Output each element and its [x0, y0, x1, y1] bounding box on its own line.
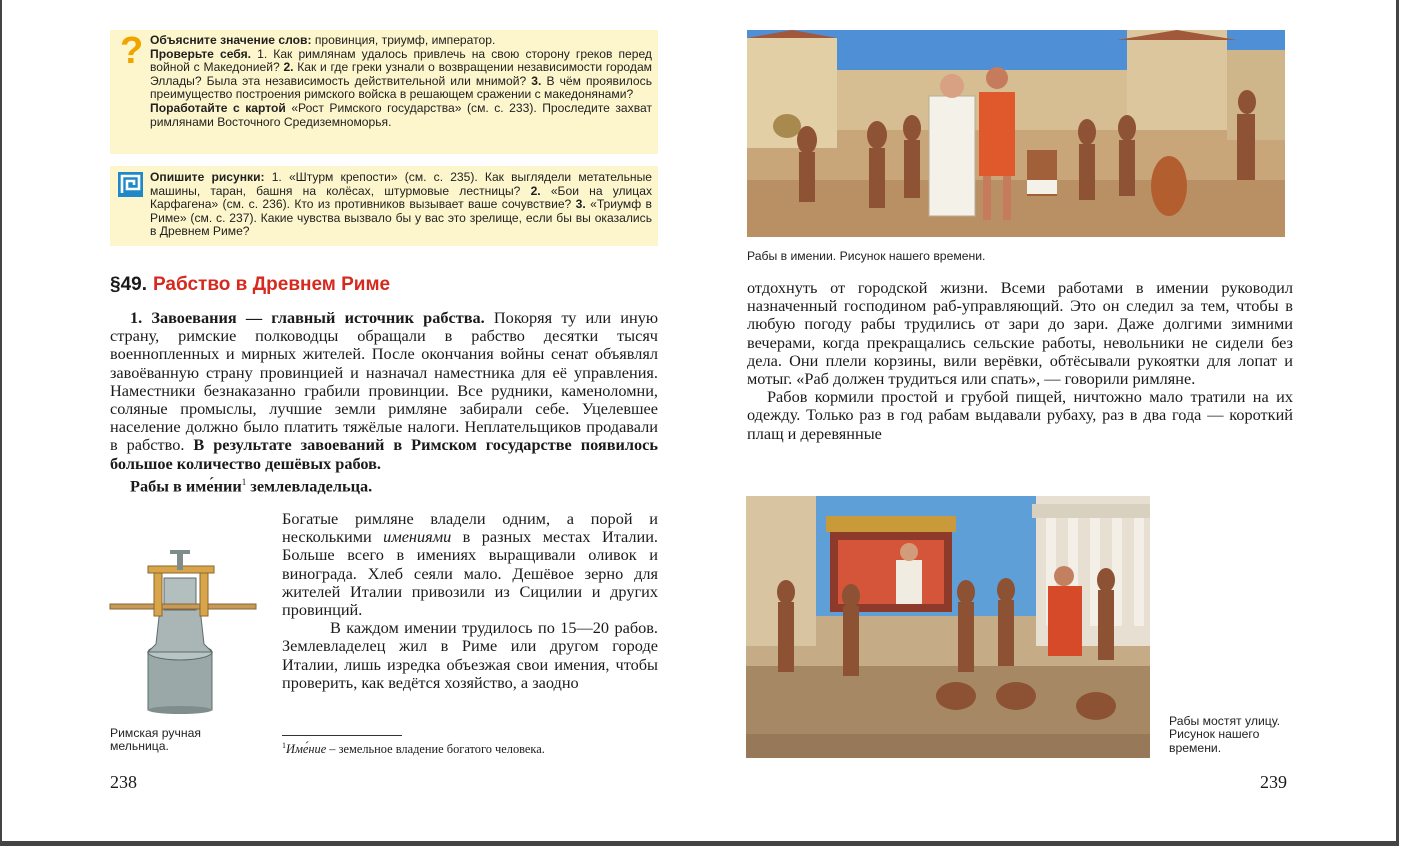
para2-text-a: Богатые римляне владели одним, а порой и несколькими	[282, 509, 658, 547]
para2-heading-a: Рабы в име́нии	[130, 476, 242, 496]
section-number: §49.	[110, 274, 147, 295]
check-q3: 3.	[531, 73, 542, 88]
explain-label: Объясните значение слов:	[150, 33, 312, 47]
check-label: Проверьте себя.	[150, 46, 251, 61]
check-text-b: Как и где греки узнали о возвращении независимости городам Эллады? Была эта независимость действительной или мнимой?	[150, 60, 652, 88]
para1-heading: 1. Завоевания — главный источник рабства.	[130, 308, 485, 327]
map-text: «Рост Римского государства» (см. с. 233). Проследите захват римлянами Восточного Средиземноморья.	[150, 100, 652, 129]
describe-text-a: 1. «Штурм крепости» (см. с. 235). Как выглядели метательные машины, таран, башня на колёсах, штурмовые лестницы?	[150, 170, 653, 198]
top-illustration-caption: Рабы в имении. Рисунок нашего времени.	[747, 249, 986, 263]
question-box	[110, 30, 658, 154]
footnote-term: Име́ние	[286, 742, 327, 757]
footnote-mark: 1	[282, 741, 286, 750]
describe-text-c: «Триумф в Риме» (см. с. 237). Какие чувства вызвало бы у вас это зрелище, если бы вы оказались в Древнем Риме?	[150, 197, 652, 239]
para2-text-b: в разных местах Италии. Больше всего в имениях выращивали оливок и винограда. Хлеб сеяли мало. Дешёвое зерно для жителей Италии привозили из Сицилии и других провинций.	[282, 527, 659, 620]
para1-conclusion: В результате завоеваний в Римском государстве появилось большое количество дешёвых рабов.	[110, 435, 658, 473]
right-para-2: Рабов кормили простой и грубой пищей, ничтожно мало тратили на их одежду. Только раз в год рабам выдавали рубаху, раз в два года — короткий плащ и деревянные	[747, 387, 1293, 443]
bottom-illustration-caption: Рабы мостят улицу. Рисунок нашего времени.	[1169, 714, 1281, 755]
left-page-number: 238	[110, 772, 137, 792]
section-heading	[110, 274, 390, 296]
para2-footnote-mark: 1	[241, 476, 247, 487]
describe-label: Опишите рисунки:	[150, 170, 265, 184]
right-page-number: 239	[1260, 772, 1287, 792]
map-label: Поработайте с картой	[150, 100, 286, 115]
describe-q2: 2.	[530, 183, 541, 198]
meander-icon	[118, 172, 143, 197]
describe-q3: 3.	[575, 197, 586, 212]
para3-text: В каждом имении трудилось по 15—20 рабов. Землевладелец жил в Риме или другом городе Италии, лишь изредка объезжая свои имения, чтобы проверить, как ведётся хозяйство, а заодно	[282, 618, 658, 692]
right-text-main	[747, 279, 1293, 443]
street-paving-illustration	[746, 496, 1150, 758]
para1-text: Покоряя ту или иную страну, римские полководцы обращали в рабство десятки тысяч военнопленных и мирных жителей. После окончания войны сенат объявлял завоёванную страну провинцией и назначал наместника для её управления. Наместники безнаказанно грабили провинции. Все рудники, каменоломни, соляные промыслы, лучшие земли римляне забирали себе. Уцелевшее население должно было платить тяжёлые налоги. Неплательщиков продавали в рабство.	[110, 308, 659, 455]
para2-italic: имениями	[383, 527, 452, 547]
check-q2: 2.	[283, 60, 294, 75]
explain-text: провинция, триумф, император.	[311, 33, 496, 47]
estate-slaves-illustration	[747, 30, 1285, 237]
left-text-column	[282, 510, 658, 692]
question-mark-icon: ?	[120, 30, 144, 72]
describe-text-b: «Бои на улицах Карфагена» (см. с. 236). Кто из противников вызывает ваше сочувствие?	[150, 183, 652, 212]
footnote-rule	[282, 735, 402, 736]
footnote-text: – земельное владение богатого человека.	[326, 742, 545, 757]
left-text-main	[110, 309, 658, 495]
check-text-c: В чём проявилось преимущество построения римского войска в решающем сражении с македонянами?	[150, 73, 653, 102]
mill-caption: Римская ручная мельница.	[110, 726, 201, 754]
picture-box	[110, 166, 658, 246]
hand-mill-illustration	[108, 548, 258, 714]
footnote	[282, 741, 545, 757]
check-text-a: 1. Как римлянам удалось привлечь на свою сторону греков перед войной с Македонией?	[150, 46, 652, 75]
section-title: Рабство в Древнем Риме	[152, 274, 391, 295]
right-para-1: отдохнуть от городской жизни. Всеми работами в имении руководил назначенный господином раб-управляющий. Это он следил за тем, чтобы в любую погоду рабы трудились от зари до зари. Даже долгими зимними вечерами, когда прекращались сельские работы, невольники не сидели без дела. Они плели корзины, вили верёвки, обтёсывали рукоятки для лопат и мотыг. «Раб должен трудиться или спать», — говорили римляне.	[747, 278, 1293, 389]
para2-heading-b: землевладельца.	[246, 476, 373, 496]
